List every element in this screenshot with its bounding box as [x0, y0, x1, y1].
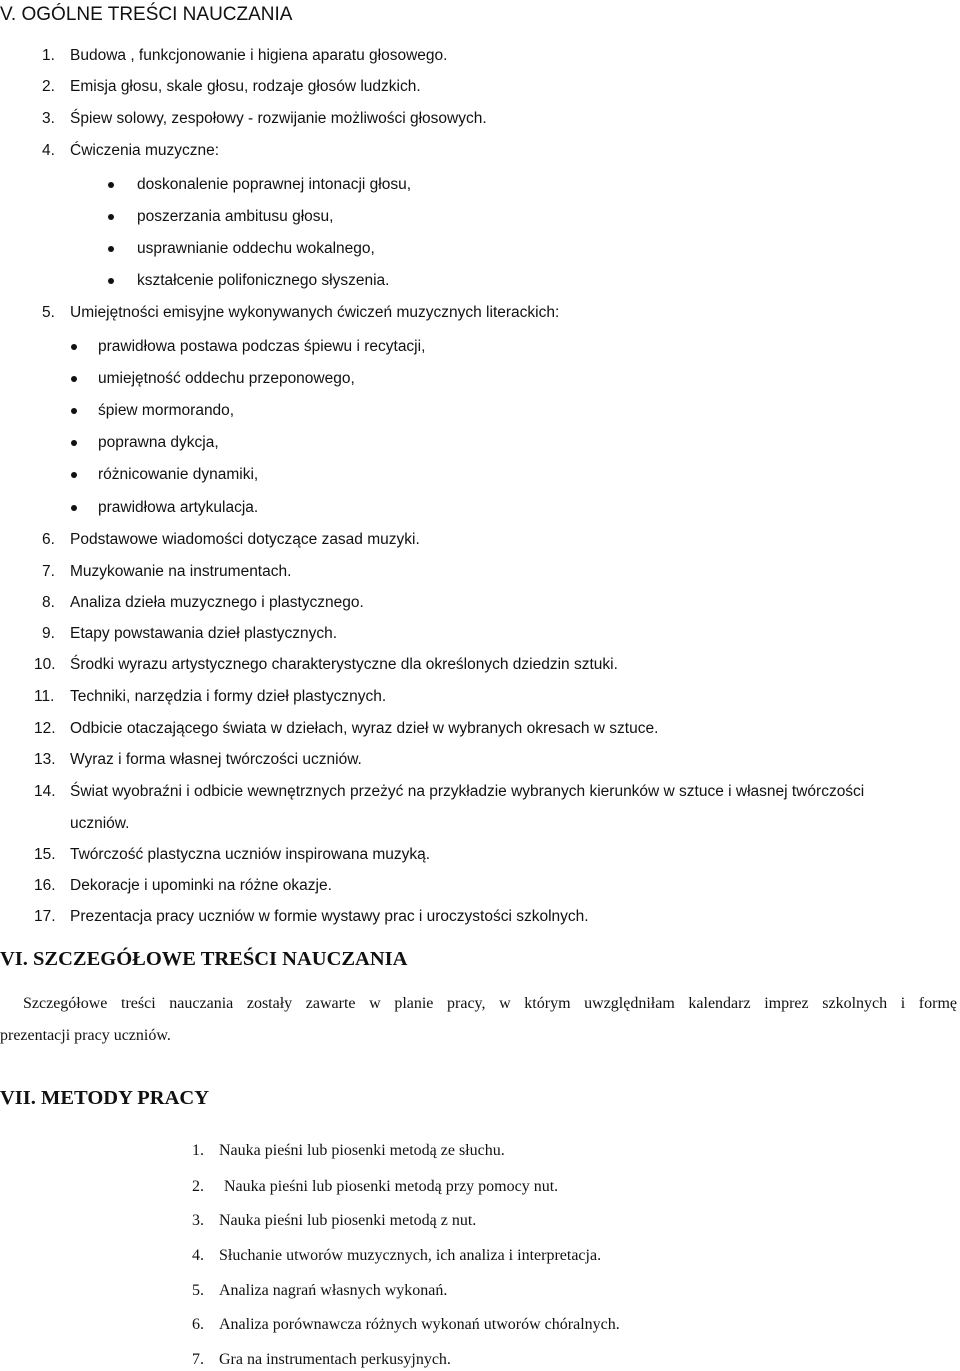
- bullet-item: różnicowanie dynamiki,: [98, 466, 259, 483]
- list-item-number: 2.: [192, 1178, 204, 1195]
- list-item: Analiza porównawcza różnych wykonań utworów chóralnych.: [219, 1316, 620, 1333]
- list-item: Odbicie otaczającego świata w dziełach, wyraz dzieł w wybranych okresach w sztuce.: [70, 720, 659, 737]
- section-5-title: V. OGÓLNE TREŚCI NAUCZANIA: [0, 4, 293, 25]
- list-item-number: 8.: [42, 594, 55, 611]
- bullet-icon: [71, 344, 77, 350]
- list-item: Słuchanie utworów muzycznych, ich analiza i interpretacja.: [219, 1247, 602, 1264]
- bullet-icon: [71, 440, 77, 446]
- list-item-number: 2.: [42, 78, 55, 95]
- list-item-number: 9.: [42, 625, 55, 642]
- list-item: Umiejętności emisyjne wykonywanych ćwiczeń muzycznych literackich:: [70, 304, 560, 321]
- list-item-number: 16.: [34, 877, 56, 894]
- list-item-number: 4.: [42, 142, 55, 159]
- bullet-icon: [71, 376, 77, 382]
- list-item-number: 5.: [42, 304, 55, 321]
- list-item: Nauka pieśni lub piosenki metodą z nut.: [219, 1212, 477, 1229]
- list-item: Analiza nagrań własnych wykonań.: [219, 1282, 448, 1299]
- list-item-number: 11.: [34, 688, 55, 705]
- bullet-item: usprawnianie oddechu wokalnego,: [137, 240, 375, 257]
- list-item: Nauka pieśni lub piosenki metodą przy pomocy nut.: [224, 1178, 559, 1195]
- list-item-number: 1.: [192, 1142, 204, 1159]
- bullet-item: poszerzania ambitusu głosu,: [137, 208, 334, 225]
- list-item: Analiza dzieła muzycznego i plastycznego.: [70, 594, 364, 611]
- list-item: Techniki, narzędzia i formy dzieł plastycznych.: [70, 688, 387, 705]
- list-item-number: 14.: [34, 783, 56, 800]
- list-item-continuation: uczniów.: [70, 815, 130, 832]
- list-item: Nauka pieśni lub piosenki metodą ze słuchu.: [219, 1142, 505, 1159]
- list-item-number: 3.: [192, 1212, 204, 1229]
- list-item: Dekoracje i upominki na różne okazje.: [70, 877, 332, 894]
- list-item: Ćwiczenia muzyczne:: [70, 142, 220, 159]
- bullet-item: poprawna dykcja,: [98, 434, 219, 451]
- bullet-icon: [108, 182, 114, 188]
- bullet-item: prawidłowa artykulacja.: [98, 499, 259, 516]
- bullet-item: śpiew mormorando,: [98, 402, 235, 419]
- list-item-number: 6.: [192, 1316, 204, 1333]
- bullet-item: kształcenie polifonicznego słyszenia.: [137, 272, 390, 289]
- list-item-number: 17.: [34, 908, 56, 925]
- list-item: Twórczość plastyczna uczniów inspirowana muzyką.: [70, 846, 431, 863]
- bullet-item: umiejętność oddechu przeponowego,: [98, 370, 355, 387]
- list-item-number: 5.: [192, 1282, 204, 1299]
- list-item: Emisja głosu, skale głosu, rodzaje głosów ludzkich.: [70, 78, 421, 95]
- list-item-number: 3.: [42, 110, 55, 127]
- list-item-number: 4.: [192, 1247, 204, 1264]
- bullet-icon: [71, 472, 77, 478]
- list-item: Budowa , funkcjonowanie i higiena aparatu głosowego.: [70, 47, 448, 64]
- list-item-number: 6.: [42, 531, 55, 548]
- list-item: Świat wyobraźni i odbicie wewnętrznych przeżyć na przykładzie wybranych kierunków w sztuce i własnej twórczości: [70, 783, 865, 800]
- bullet-icon: [108, 278, 114, 284]
- bullet-icon: [71, 408, 77, 414]
- list-item: Śpiew solowy, zespołowy - rozwijanie możliwości głosowych.: [70, 110, 487, 127]
- section-7-title: VII. METODY PRACY: [0, 1087, 209, 1109]
- bullet-icon: [108, 214, 114, 220]
- list-item-number: 12.: [34, 720, 56, 737]
- paragraph-line: Szczegółowe treści nauczania zostały zawarte w planie pracy, w którym uwzględniłam kalendarz imprez szkolnych i formę: [23, 995, 957, 1012]
- list-item: Etapy powstawania dzieł plastycznych.: [70, 625, 338, 642]
- bullet-item: prawidłowa postawa podczas śpiewu i recytacji,: [98, 338, 426, 355]
- list-item-number: 1.: [42, 47, 55, 64]
- list-item-number: 7.: [42, 563, 55, 580]
- list-item: Muzykowanie na instrumentach.: [70, 563, 292, 580]
- section-6-title: VI. SZCZEGÓŁOWE TREŚCI NAUCZANIA: [0, 948, 408, 970]
- list-item-number: 7.: [192, 1351, 204, 1368]
- list-item-number: 15.: [34, 846, 56, 863]
- list-item: Wyraz i forma własnej twórczości uczniów.: [70, 751, 362, 768]
- list-item: Prezentacja pracy uczniów w formie wystawy prac i uroczystości szkolnych.: [70, 908, 589, 925]
- paragraph-line: prezentacji pracy uczniów.: [0, 1027, 171, 1044]
- bullet-icon: [108, 246, 114, 252]
- list-item-number: 10.: [34, 656, 56, 673]
- list-item-number: 13.: [34, 751, 56, 768]
- list-item: Środki wyrazu artystycznego charakterystyczne dla określonych dziedzin sztuki.: [70, 656, 618, 673]
- list-item: Gra na instrumentach perkusyjnych.: [219, 1351, 451, 1368]
- bullet-icon: [71, 505, 77, 511]
- list-item: Podstawowe wiadomości dotyczące zasad muzyki.: [70, 531, 420, 548]
- bullet-item: doskonalenie poprawnej intonacji głosu,: [137, 176, 412, 193]
